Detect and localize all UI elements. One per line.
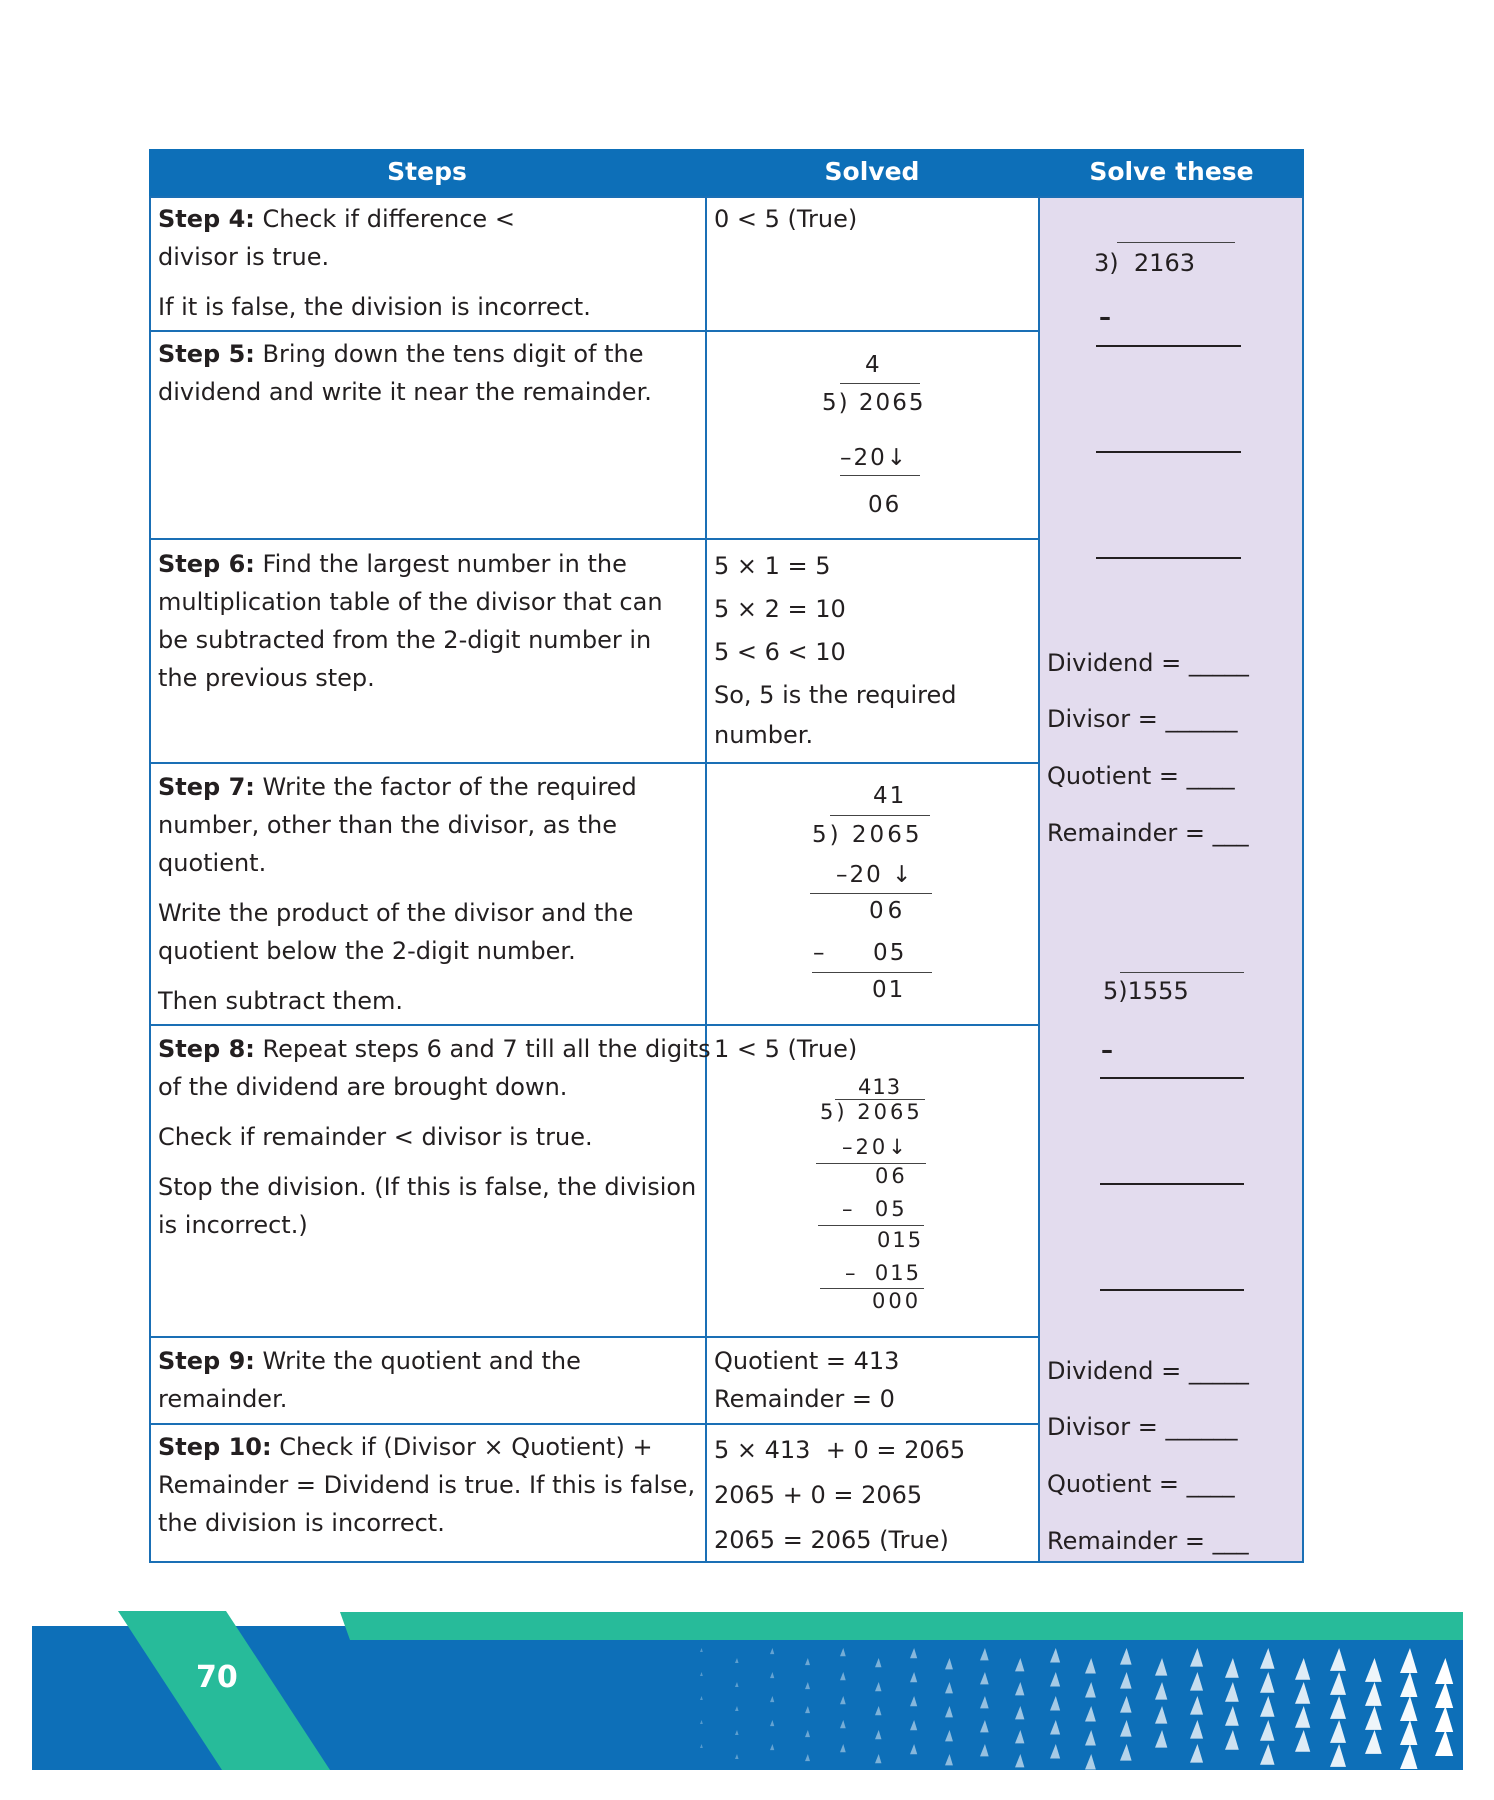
remainder: 01 [872, 977, 906, 1003]
step-8-text [158, 1030, 711, 1244]
dividend: 1555 [1127, 977, 1189, 1005]
subtraction: – 05 [842, 1197, 908, 1221]
step-text: Write the product of the divisor and the [158, 899, 634, 927]
divisor-field[interactable]: Divisor = ______ [1047, 1413, 1238, 1441]
divider [149, 1423, 1039, 1425]
step-10-solved [714, 1428, 965, 1563]
step-text: quotient below the 2-digit number. [158, 937, 576, 965]
step-text: Repeat steps 6 and 7 till all the digits [254, 1035, 711, 1063]
divider [149, 538, 1039, 540]
step-text: divisor is true. [158, 243, 330, 271]
step-text: Check if difference < [254, 205, 515, 233]
divisor-field[interactable]: Divisor = ______ [1047, 705, 1238, 733]
step-text: Write the quotient and the [254, 1347, 581, 1375]
dividend-field[interactable]: Dividend = _____ [1047, 649, 1249, 677]
subtraction: –20↓ [842, 1135, 909, 1159]
divisor: 5) [820, 1100, 848, 1124]
dividend: 2065 [857, 1100, 923, 1124]
step-8-solved: 1 < 5 (True) [714, 1035, 858, 1063]
divider [149, 762, 1039, 764]
minus-sign: – [1099, 303, 1111, 331]
answer-line[interactable] [1096, 451, 1241, 453]
step-text: remainder. [158, 1385, 288, 1413]
divider [149, 1024, 1039, 1026]
step-label: Step 4: [158, 205, 255, 233]
solved-line: 2065 = 2065 (True) [714, 1526, 949, 1554]
step-text: Check if (Divisor × Quotient) + [271, 1433, 653, 1461]
subtraction: –20 ↓ [836, 862, 914, 888]
solved-line: So, 5 is the required [714, 681, 957, 709]
divisor: 5) [1103, 977, 1128, 1005]
step-label: Step 10: [158, 1433, 272, 1461]
remainder: 015 [877, 1228, 924, 1252]
solved-line: Quotient = 413 [714, 1347, 900, 1375]
footer-green-bar [340, 1612, 1463, 1640]
answer-line[interactable] [1096, 345, 1241, 347]
divisor: 5) [822, 390, 850, 416]
step-text: multiplication table of the divisor that can [158, 588, 663, 616]
division [820, 1100, 923, 1124]
step-text: Write the factor of the required [254, 773, 637, 801]
dividend: 2163 [1133, 249, 1195, 277]
header-solve-these: Solve these [1089, 157, 1254, 186]
answer-line[interactable] [1100, 1077, 1244, 1079]
division [812, 822, 922, 848]
step-label: Step 9: [158, 1347, 255, 1375]
dividend: 2065 [851, 822, 923, 848]
step-text: be subtracted from the 2-digit number in [158, 626, 652, 654]
header-steps: Steps [387, 157, 467, 186]
step-text: the previous step. [158, 664, 375, 692]
subtraction: – 05 [813, 940, 907, 966]
rule [816, 1163, 926, 1164]
step-text: Then subtract them. [158, 987, 404, 1015]
quotient-field[interactable]: Quotient = ____ [1047, 762, 1235, 790]
step-text: Stop the division. (If this is false, the division [158, 1173, 697, 1201]
step-label: Step 7: [158, 773, 255, 801]
step-text: Bring down the tens digit of the [254, 340, 644, 368]
solved-line: number. [714, 721, 814, 749]
minus-sign: – [1101, 1036, 1113, 1064]
division [822, 390, 925, 416]
step-label: Step 8: [158, 1035, 255, 1063]
remainder: 000 [872, 1289, 922, 1313]
remainder-field[interactable]: Remainder = ___ [1047, 1527, 1249, 1555]
exercise-1-division [1094, 244, 1195, 282]
step-4-text [158, 200, 591, 326]
solved-line: 2065 + 0 = 2065 [714, 1481, 923, 1509]
dividend: 2065 [858, 390, 926, 416]
step-4-solved: 0 < 5 (True) [714, 205, 858, 233]
step-9-solved [714, 1342, 899, 1418]
quotient: 413 [858, 1075, 902, 1099]
step-text: is incorrect.) [158, 1211, 308, 1239]
remainder-field[interactable]: Remainder = ___ [1047, 819, 1249, 847]
divisor: 5) [812, 822, 842, 848]
remainder: 06 [868, 492, 902, 518]
step-text: quotient. [158, 849, 267, 877]
answer-line[interactable] [1096, 557, 1241, 559]
step-text: Find the largest number in the [254, 550, 627, 578]
step-text: number, other than the divisor, as the [158, 811, 617, 839]
solved-line: 5 × 413 + 0 = 2065 [714, 1436, 966, 1464]
divisor: 3) [1094, 249, 1119, 277]
rule [812, 972, 932, 973]
footer-banner [0, 1600, 1494, 1800]
quotient: 4 [865, 352, 882, 378]
step-text: If it is false, the division is incorrect. [158, 293, 591, 321]
subtraction: –20↓ [840, 445, 909, 471]
divider [149, 1336, 1039, 1338]
step-5-text [158, 335, 652, 411]
step-text: dividend and write it near the remainder. [158, 378, 652, 406]
step-text: Check if remainder < divisor is true. [158, 1123, 593, 1151]
step-label: Step 6: [158, 550, 255, 578]
exercise-2-division [1103, 972, 1189, 1010]
header-solved: Solved [824, 157, 920, 186]
division-bar [830, 815, 930, 816]
table-header [149, 149, 1304, 196]
rule [840, 475, 920, 476]
step-text: Remainder = Dividend is true. If this is false, [158, 1471, 696, 1499]
divider [1038, 196, 1040, 1563]
step-10-text [158, 1428, 695, 1542]
divider [149, 330, 1039, 332]
solved-line: Remainder = 0 [714, 1385, 895, 1413]
rule [810, 893, 932, 894]
step-7-text [158, 768, 637, 1020]
quotient-field[interactable]: Quotient = ____ [1047, 1470, 1235, 1498]
answer-line[interactable] [1100, 1183, 1244, 1185]
step-text: of the dividend are brought down. [158, 1073, 568, 1101]
rule [818, 1225, 924, 1226]
quotient: 41 [873, 783, 907, 809]
step-text: the division is incorrect. [158, 1509, 445, 1537]
page-number: 70 [196, 1660, 238, 1695]
solved-line: 5 × 2 = 10 [714, 595, 846, 623]
dividend-field[interactable]: Dividend = _____ [1047, 1357, 1249, 1385]
step-label: Step 5: [158, 340, 255, 368]
step-6-solved [714, 545, 956, 753]
answer-line[interactable] [1100, 1289, 1244, 1291]
division-bar [1117, 242, 1235, 243]
step-9-text [158, 1342, 581, 1418]
step-6-text [158, 545, 663, 697]
division-bar [840, 383, 920, 384]
divider [705, 196, 707, 1563]
solved-line: 5 < 6 < 10 [714, 638, 846, 666]
remainder: 06 [875, 1164, 908, 1188]
remainder: 06 [869, 898, 907, 924]
subtraction: – 015 [845, 1261, 921, 1285]
solved-line: 5 × 1 = 5 [714, 552, 831, 580]
